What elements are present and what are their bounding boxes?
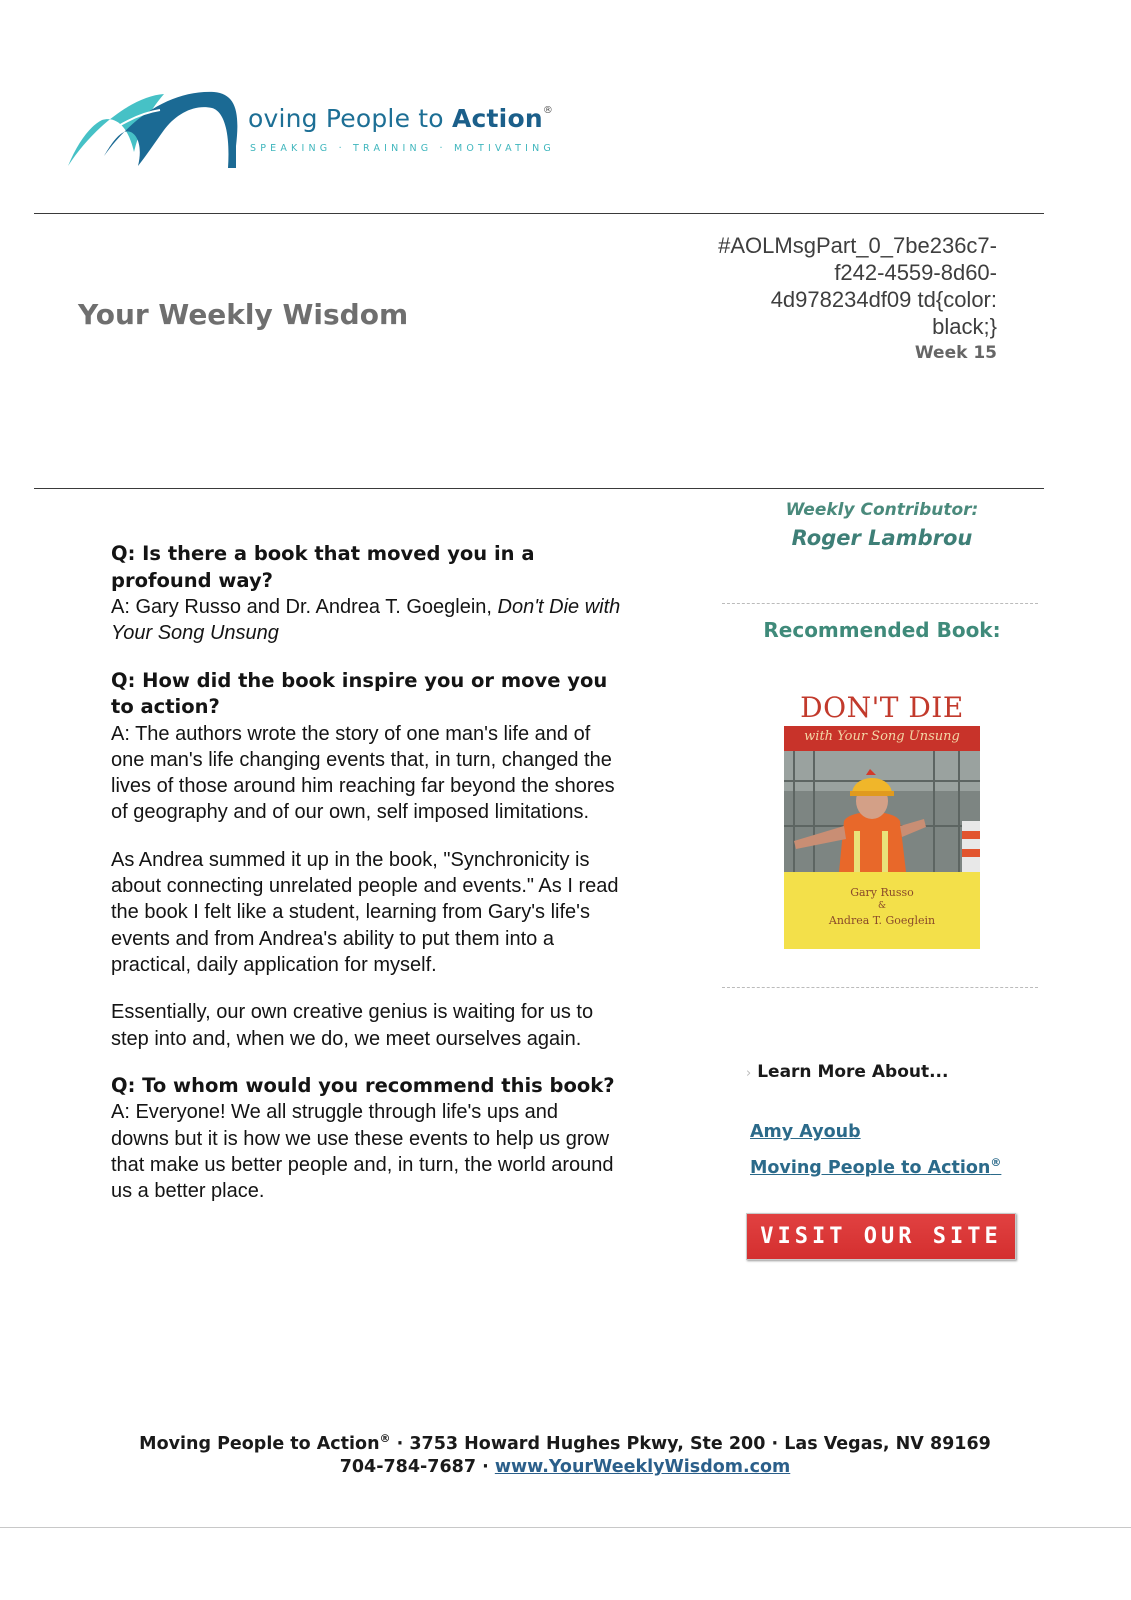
contributor-label: Weekly Contributor:	[785, 500, 979, 520]
answer-2-paragraph-2: As Andrea summed it up in the book, "Synchronicity is about connecting unrelated people and events." As I read the book I felt like a student, learning from Gary's life's events and from Andrea's ability to put them into a practical, daily application for myself.	[111, 848, 619, 976]
page-bottom-rule	[0, 1527, 1131, 1528]
qa-block-1	[111, 541, 621, 647]
header-divider-top	[34, 213, 1044, 214]
qa-block-2-cont-2	[111, 999, 621, 1052]
footer	[60, 1427, 1070, 1479]
sidebar-divider-2	[722, 987, 1038, 988]
recommended-book-label: Recommended Book:	[763, 618, 1001, 642]
answer-1: A: Gary Russo and Dr. Andrea T. Goeglein, Don't Die with Your Song Unsung	[111, 596, 621, 645]
logo-wordmark: oving People to Action®	[248, 104, 554, 133]
qa-block-2-cont	[111, 847, 621, 978]
contributor-name: Roger Lambrou	[791, 526, 973, 550]
week-label: Week 15	[914, 343, 997, 363]
question-2: Q: How did the book inspire you or move you to action?	[111, 668, 608, 719]
logo-tagline: SPEAKING · TRAINING · MOTIVATING	[250, 143, 555, 154]
newsletter-title: Your Weekly Wisdom	[78, 298, 409, 331]
answer-2-paragraph-3: Essentially, our own creative genius is waiting for us to step into and, when we do, we meet ourselves again.	[111, 1001, 594, 1050]
book-author-2: Andrea T. Goeglein	[828, 914, 936, 927]
logo-mark	[64, 86, 244, 170]
link-amy-ayoub[interactable]: Amy Ayoub	[750, 1122, 861, 1142]
footer-address-line: Moving People to Action® · 3753 Howard Hughes Pkwy, Ste 200 · Las Vegas, NV 89169	[139, 1432, 991, 1454]
footer-website-link[interactable]: www.YourWeeklyWisdom.com	[494, 1456, 791, 1477]
answer-3: A: Everyone! We all struggle through life's ups and downs but it is how we use these events to help us grow that make us better people and, in turn, the world around us a better place.	[111, 1101, 614, 1203]
book-author-1: Gary Russo	[850, 886, 914, 899]
answer-2-paragraph-1: A: The authors wrote the story of one man's life and of one man's life changing events that, in turn, changed the lives of those around him reaching far beyond the shores of geography and of our own, self imposed limitations.	[111, 722, 615, 824]
question-1: Q: Is there a book that moved you in a profound way?	[111, 542, 535, 592]
book-cover-title: DON'T DIE	[800, 691, 964, 724]
qa-block-2	[111, 668, 621, 826]
interview-content	[111, 541, 621, 1226]
book-title-italic: Don't Die with Your Song Unsung	[111, 596, 621, 645]
qa-block-3	[111, 1073, 621, 1205]
chevron-right-icon: ›	[746, 1066, 752, 1081]
book-cover-photo	[784, 751, 980, 872]
learn-more-heading: › Learn More About...	[746, 1062, 949, 1082]
footer-contact-line: 704-784-7687 · www.YourWeeklyWisdom.com	[339, 1456, 791, 1477]
sidebar-divider	[722, 603, 1038, 604]
header-divider-bottom	[34, 488, 1044, 489]
visit-our-site-button[interactable]: VISIT OUR SITE	[746, 1213, 1016, 1260]
book-cover-image	[784, 683, 980, 949]
book-cover-subtitle: with Your Song Unsung	[804, 729, 960, 744]
stray-css-code: #AOLMsgPart_0_7be236c7- f242-4559-8d60- 4d978234df09 td{color: black;}	[718, 233, 997, 339]
question-3: Q: To whom would you recommend this book?	[111, 1073, 615, 1097]
link-moving-people-to-action[interactable]: Moving People to Action®	[750, 1156, 1002, 1178]
book-author-ampersand: &	[877, 901, 886, 911]
